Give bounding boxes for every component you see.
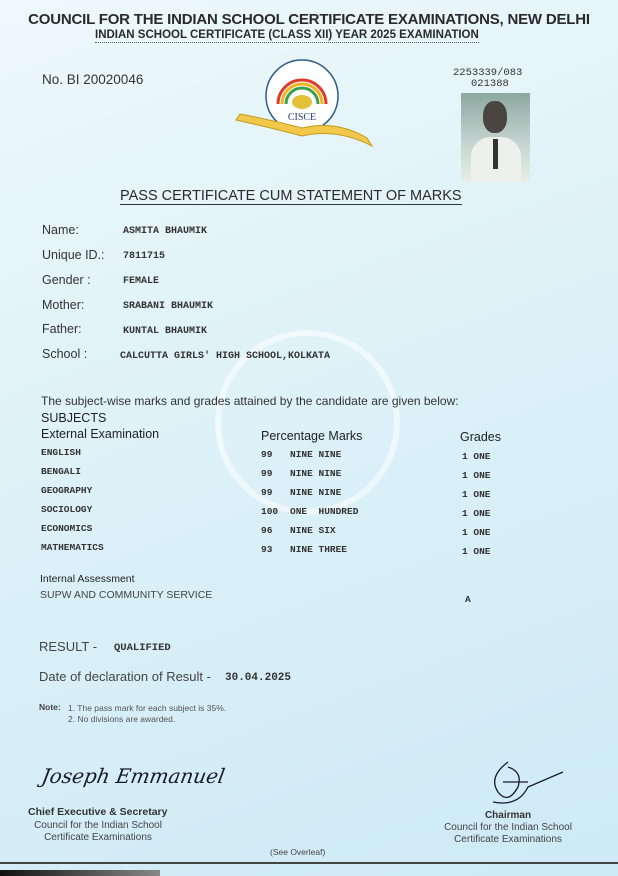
grade-value: 1 ONE (462, 489, 491, 500)
secretary-signature: Joseph Emmanuel (39, 764, 227, 788)
marks-in-words: NINE NINE (290, 449, 342, 460)
reference-number-1: 2253339/083 (453, 67, 523, 79)
chairman-signature (478, 757, 568, 817)
marks-intro: The subject-wise marks and grades attained by the candidate are given below: (41, 394, 459, 408)
subject-name: BENGALI (41, 466, 81, 477)
gender-label: Gender : (42, 273, 91, 287)
unique-id-label: Unique ID.: (42, 248, 105, 262)
internal-subject: SUPW AND COMMUNITY SERVICE (40, 589, 213, 601)
name-value: ASMITA BHAUMIK (123, 226, 208, 237)
school-label: School : (42, 347, 88, 361)
grade-value: 1 ONE (462, 546, 491, 557)
secretary-org-line2: Certificate Examinations (44, 832, 152, 843)
chairman-org-line1: Council for the Indian School (444, 822, 572, 833)
note-item: 1. The pass mark for each subject is 35%. (68, 703, 227, 713)
marks-value: 93 (261, 544, 273, 555)
cisce-logo (232, 58, 377, 153)
chairman-title: Chairman (484, 810, 532, 821)
marks-value: 99 (261, 487, 273, 498)
secretary-title: Chief Executive & Secretary (28, 806, 168, 818)
unique-id-value: 7811715 (123, 251, 166, 262)
marks-value: 99 (261, 449, 273, 460)
chairman-org-line2: Certificate Examinations (454, 834, 562, 845)
council-title: COUNCIL FOR THE INDIAN SCHOOL CERTIFICATE EXAMINATIONS, NEW DELHI (28, 11, 590, 28)
marks-value: 100 (261, 506, 279, 517)
subject-name: MATHEMATICS (41, 542, 104, 553)
subject-name: ECONOMICS (41, 523, 93, 534)
secretary-org-line1: Council for the Indian School (34, 820, 162, 831)
bottom-rule (0, 862, 618, 864)
marks-in-words: NINE NINE (290, 487, 342, 498)
name-label: Name: (42, 223, 79, 237)
exam-subtitle: INDIAN SCHOOL CERTIFICATE (CLASS XII) YEAR 2025 EXAMINATION (95, 29, 479, 41)
subjects-heading: SUBJECTS (41, 411, 107, 425)
marks-in-words: ONE HUNDRED (290, 506, 359, 517)
marks-value: 99 (261, 468, 273, 479)
note-label: Note: (39, 702, 61, 712)
internal-grade: A (465, 594, 471, 605)
certificate-number: No. BI 20020046 (42, 72, 144, 87)
result-value: QUALIFIED (114, 642, 171, 654)
grade-value: 1 ONE (462, 451, 491, 462)
gender-value: FEMALE (123, 276, 160, 287)
grade-value: 1 ONE (462, 470, 491, 481)
marks-in-words: NINE THREE (290, 544, 348, 555)
subject-name: GEOGRAPHY (41, 485, 93, 496)
marks-value: 96 (261, 525, 273, 536)
document-title: PASS CERTIFICATE CUM STATEMENT OF MARKS (120, 188, 462, 204)
grade-value: 1 ONE (462, 527, 491, 538)
scan-edge (0, 870, 160, 876)
grade-value: 1 ONE (462, 508, 491, 519)
note-item: 2. No divisions are awarded. (68, 714, 176, 724)
candidate-photo (461, 93, 530, 182)
result-label: RESULT - (39, 639, 98, 654)
declaration-label: Date of declaration of Result - (39, 669, 211, 684)
subject-name: SOCIOLOGY (41, 504, 93, 515)
mother-label: Mother: (42, 298, 85, 312)
reference-number-2: 021388 (471, 78, 509, 90)
subject-name: ENGLISH (41, 447, 81, 458)
marks-in-words: NINE NINE (290, 468, 342, 479)
see-overleaf: (See Overleaf) (270, 847, 326, 857)
school-value: CALCUTTA GIRLS' HIGH SCHOOL,KOLKATA (120, 351, 331, 362)
father-label: Father: (42, 322, 82, 336)
percentage-marks-heading: Percentage Marks (261, 429, 363, 443)
father-value: KUNTAL BHAUMIK (123, 326, 208, 337)
declaration-date: 30.04.2025 (225, 672, 292, 684)
external-exam-heading: External Examination (41, 427, 160, 441)
svg-text:CISCE: CISCE (287, 112, 317, 123)
internal-assessment-heading: Internal Assessment (40, 573, 135, 585)
mother-value: SRABANI BHAUMIK (123, 301, 214, 312)
grades-heading: Grades (460, 430, 501, 444)
marks-in-words: NINE SIX (290, 525, 336, 536)
